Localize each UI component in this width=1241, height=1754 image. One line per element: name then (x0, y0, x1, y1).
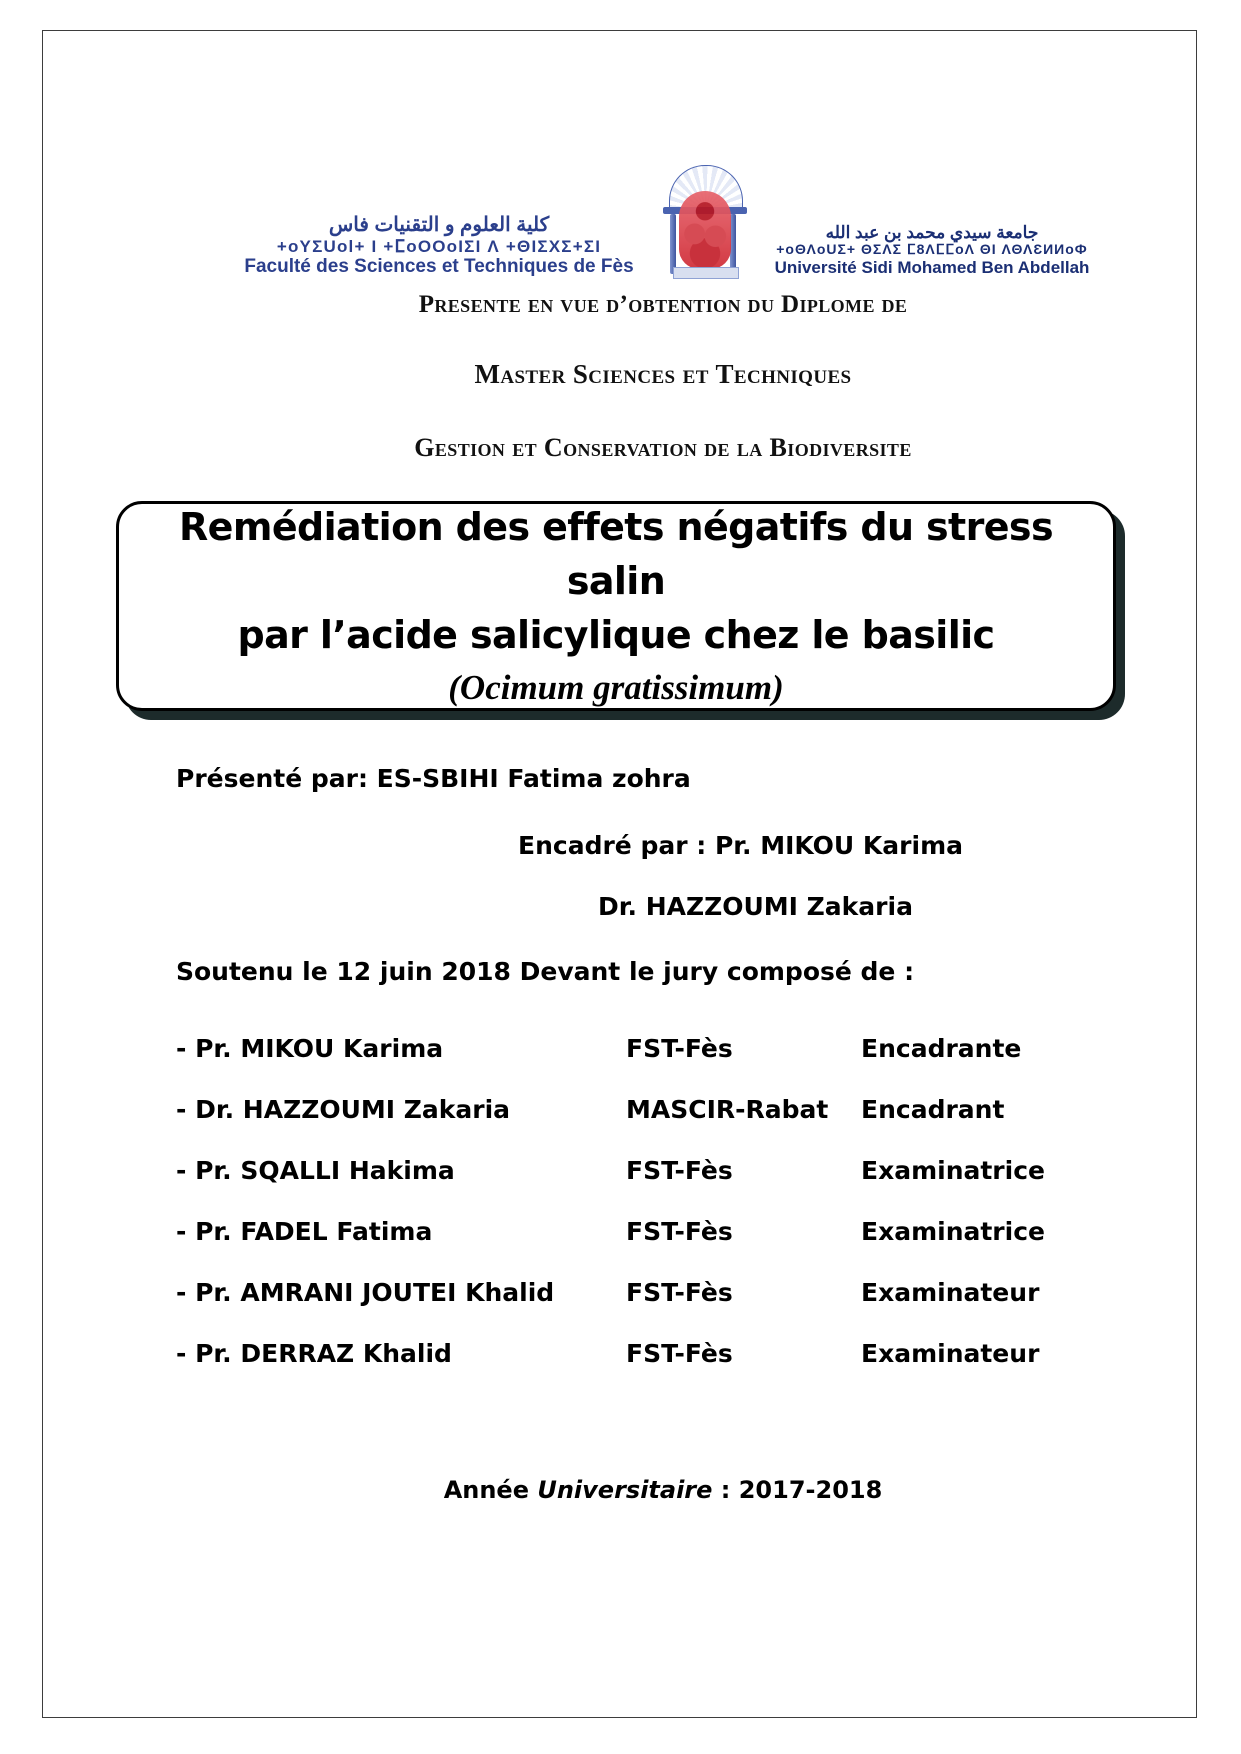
table-row (176, 1034, 1111, 1095)
university-name-french: Université Sidi Mohamed Ben Abdellah (774, 257, 1090, 277)
jury-member-role: Encadrante (861, 1034, 1022, 1063)
jury-member-name: - Pr. FADEL Fatima (176, 1217, 433, 1246)
supervisor-line-1: Encadré par : Pr. MIKOU Karima (518, 831, 963, 860)
jury-member-name: - Pr. MIKOU Karima (176, 1034, 444, 1063)
jury-member-affiliation: FST-Fès (626, 1156, 733, 1185)
defense-date-line: Soutenu le 12 juin 2018 Devant le jury composé de : (176, 957, 915, 986)
degree-headings (98, 291, 1228, 463)
title-box-frame (116, 501, 1116, 711)
university-logo (767, 223, 1097, 281)
faculty-name-french: Faculté des Sciences et Techniques de Fès (244, 255, 634, 277)
table-row (176, 1156, 1111, 1217)
page-border (42, 30, 1197, 1718)
jury-member-affiliation: FST-Fès (626, 1217, 733, 1246)
academic-year-label: Année (443, 1476, 538, 1504)
page-content (98, 76, 1228, 1736)
jury-member-name: - Pr. DERRAZ Khalid (176, 1339, 452, 1368)
submission-info (98, 766, 1228, 1400)
jury-table (176, 1034, 1111, 1400)
faculty-logo (229, 214, 649, 281)
table-row (176, 1095, 1111, 1156)
academic-year-label-italic: Universitaire (537, 1476, 713, 1504)
university-name-tifinagh: +oΘΛoUΣ+ ΘΣΛΣ ⵎ8ΛⵎⵎoΛ ΘI ΛΘΛƐИИoФ (776, 241, 1088, 258)
jury-member-role: Encadrant (861, 1095, 1005, 1124)
jury-member-role: Examinateur (861, 1339, 1040, 1368)
heading-diploma-line: Presente en vue d’obtention du Diplome de (418, 291, 908, 318)
jury-member-affiliation: MASCIR-Rabat (626, 1095, 829, 1124)
faculty-name-tifinagh: +oΥΣUol+ I +ⵎoOOoIΣI Λ +ΘIΣXΣ+ΣI (276, 236, 602, 256)
thesis-title-line-2: par l’acide salicylique chez le basilic (237, 613, 995, 658)
university-emblem-icon (657, 163, 753, 281)
jury-member-role: Examinatrice (861, 1217, 1045, 1246)
header-logos (158, 161, 1168, 281)
heading-degree-name: Master Sciences et Techniques (474, 359, 852, 389)
table-row (176, 1339, 1111, 1400)
academic-year-footer (98, 1476, 1228, 1504)
thesis-title-box (116, 501, 1116, 711)
jury-member-role: Examinateur (861, 1278, 1040, 1307)
thesis-title-species: (Ocimum gratissimum) (448, 668, 784, 708)
jury-member-name: - Pr. SQALLI Hakima (176, 1156, 455, 1185)
presented-by-line: Présenté par: ES-SBIHI Fatima zohra (176, 764, 691, 793)
jury-member-name: - Dr. HAZZOUMI Zakaria (176, 1095, 511, 1124)
emblem-base (673, 267, 739, 279)
jury-member-affiliation: FST-Fès (626, 1339, 733, 1368)
jury-member-affiliation: FST-Fès (626, 1034, 733, 1063)
faculty-name-arabic: كلية العلوم و التقنيات فاس (328, 214, 550, 237)
academic-year-value: : 2017-2018 (712, 1476, 883, 1504)
jury-member-role: Examinatrice (861, 1156, 1045, 1185)
university-name-arabic: جامعة سيدي محمد بن عبد الله (825, 223, 1039, 243)
thesis-title-line-1: Remédiation des effets négatifs du stress salin (179, 505, 1053, 604)
jury-member-affiliation: FST-Fès (626, 1278, 733, 1307)
jury-table-body (176, 1034, 1111, 1400)
table-row (176, 1278, 1111, 1339)
heading-specialty: Gestion et Conservation de la Biodiversite (414, 433, 912, 462)
emblem-crest (679, 191, 731, 269)
table-row (176, 1217, 1111, 1278)
jury-member-name: - Pr. AMRANI JOUTEI Khalid (176, 1278, 555, 1307)
supervisor-line-2: Dr. HAZZOUMI Zakaria (598, 892, 913, 921)
emblem-column-left (670, 214, 676, 274)
